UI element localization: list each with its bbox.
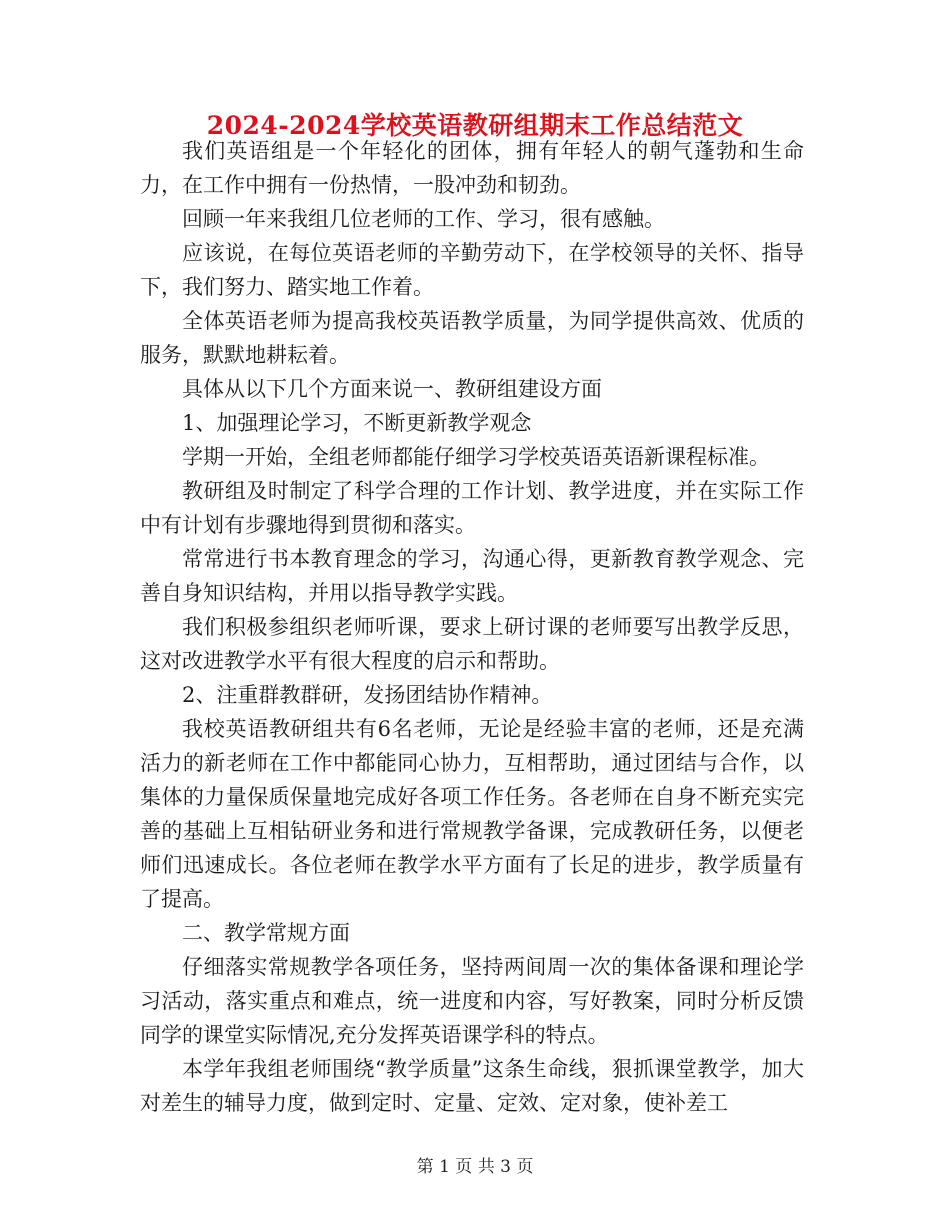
document-body <box>140 134 804 1120</box>
paragraph: 我们积极参组织老师听课，要求上研讨课的老师要写出教学反思，这对改进教学水平有很大程度的启示和帮助。 <box>140 615 804 673</box>
paragraph: 我们英语组是一个年轻化的团体，拥有年轻人的朝气蓬勃和生命力，在工作中拥有一份热情，一股冲劲和韧劲。 <box>140 139 804 197</box>
paragraph: 教研组及时制定了科学合理的工作计划、教学进度，并在实际工作中有计划有步骤地得到贯彻和落实。 <box>140 479 804 537</box>
page-footer: 第 1 页 共 3 页 <box>416 1157 534 1177</box>
paragraph: 应该说，在每位英语老师的辛勤劳动下，在学校领导的关怀、指导下，我们努力、踏实地工作着。 <box>140 241 804 299</box>
document-title: 2024-2024学校英语教研组期末工作总结范文 <box>206 111 744 140</box>
section-heading: 具体从以下几个方面来说一、教研组建设方面 <box>182 377 602 401</box>
paragraph: 回顾一年来我组几位老师的工作、学习，很有感触。 <box>182 207 665 231</box>
section-heading: 二、教学常规方面 <box>182 921 350 945</box>
paragraph: 全体英语老师为提高我校英语教学质量，为同学提供高效、优质的服务，默默地耕耘着。 <box>140 309 804 367</box>
paragraph: 常常进行书本教育理念的学习，沟通心得，更新教育教学观念、完善自身知识结构，并用以指导教学实践。 <box>140 547 804 605</box>
paragraph: 我校英语教研组共有6名老师，无论是经验丰富的老师，还是充满活力的新老师在工作中都能同心协力，互相帮助，通过团结与合作，以集体的力量保质保量地完成好各项工作任务。各老师在自身不断充实完善的基础上互相钻研业务和进行常规教学备课，完成教研任务，以便老师们迅速成长。各位老师在教学水平方面有了长足的进步，教学质量有了提高。 <box>140 717 804 911</box>
subsection-heading: 1、加强理论学习，不断更新教学观念 <box>182 411 532 435</box>
subsection-heading: 2、注重群教群研，发扬团结协作精神。 <box>182 683 553 707</box>
paragraph: 本学年我组老师围绕“教学质量”这条生命线，狠抓课堂教学，加大对差生的辅导力度，做到定时、定量、定效、定对象，使补差工 <box>140 1057 804 1115</box>
paragraph: 学期一开始，全组老师都能仔细学习学校英语英语新课程标准。 <box>182 445 770 469</box>
paragraph: 仔细落实常规教学各项任务，坚持两间周一次的集体备课和理论学习活动，落实重点和难点，统一进度和内容，写好教案，同时分析反馈同学的课堂实际情况,充分发挥英语课学科的特点。 <box>140 955 804 1047</box>
